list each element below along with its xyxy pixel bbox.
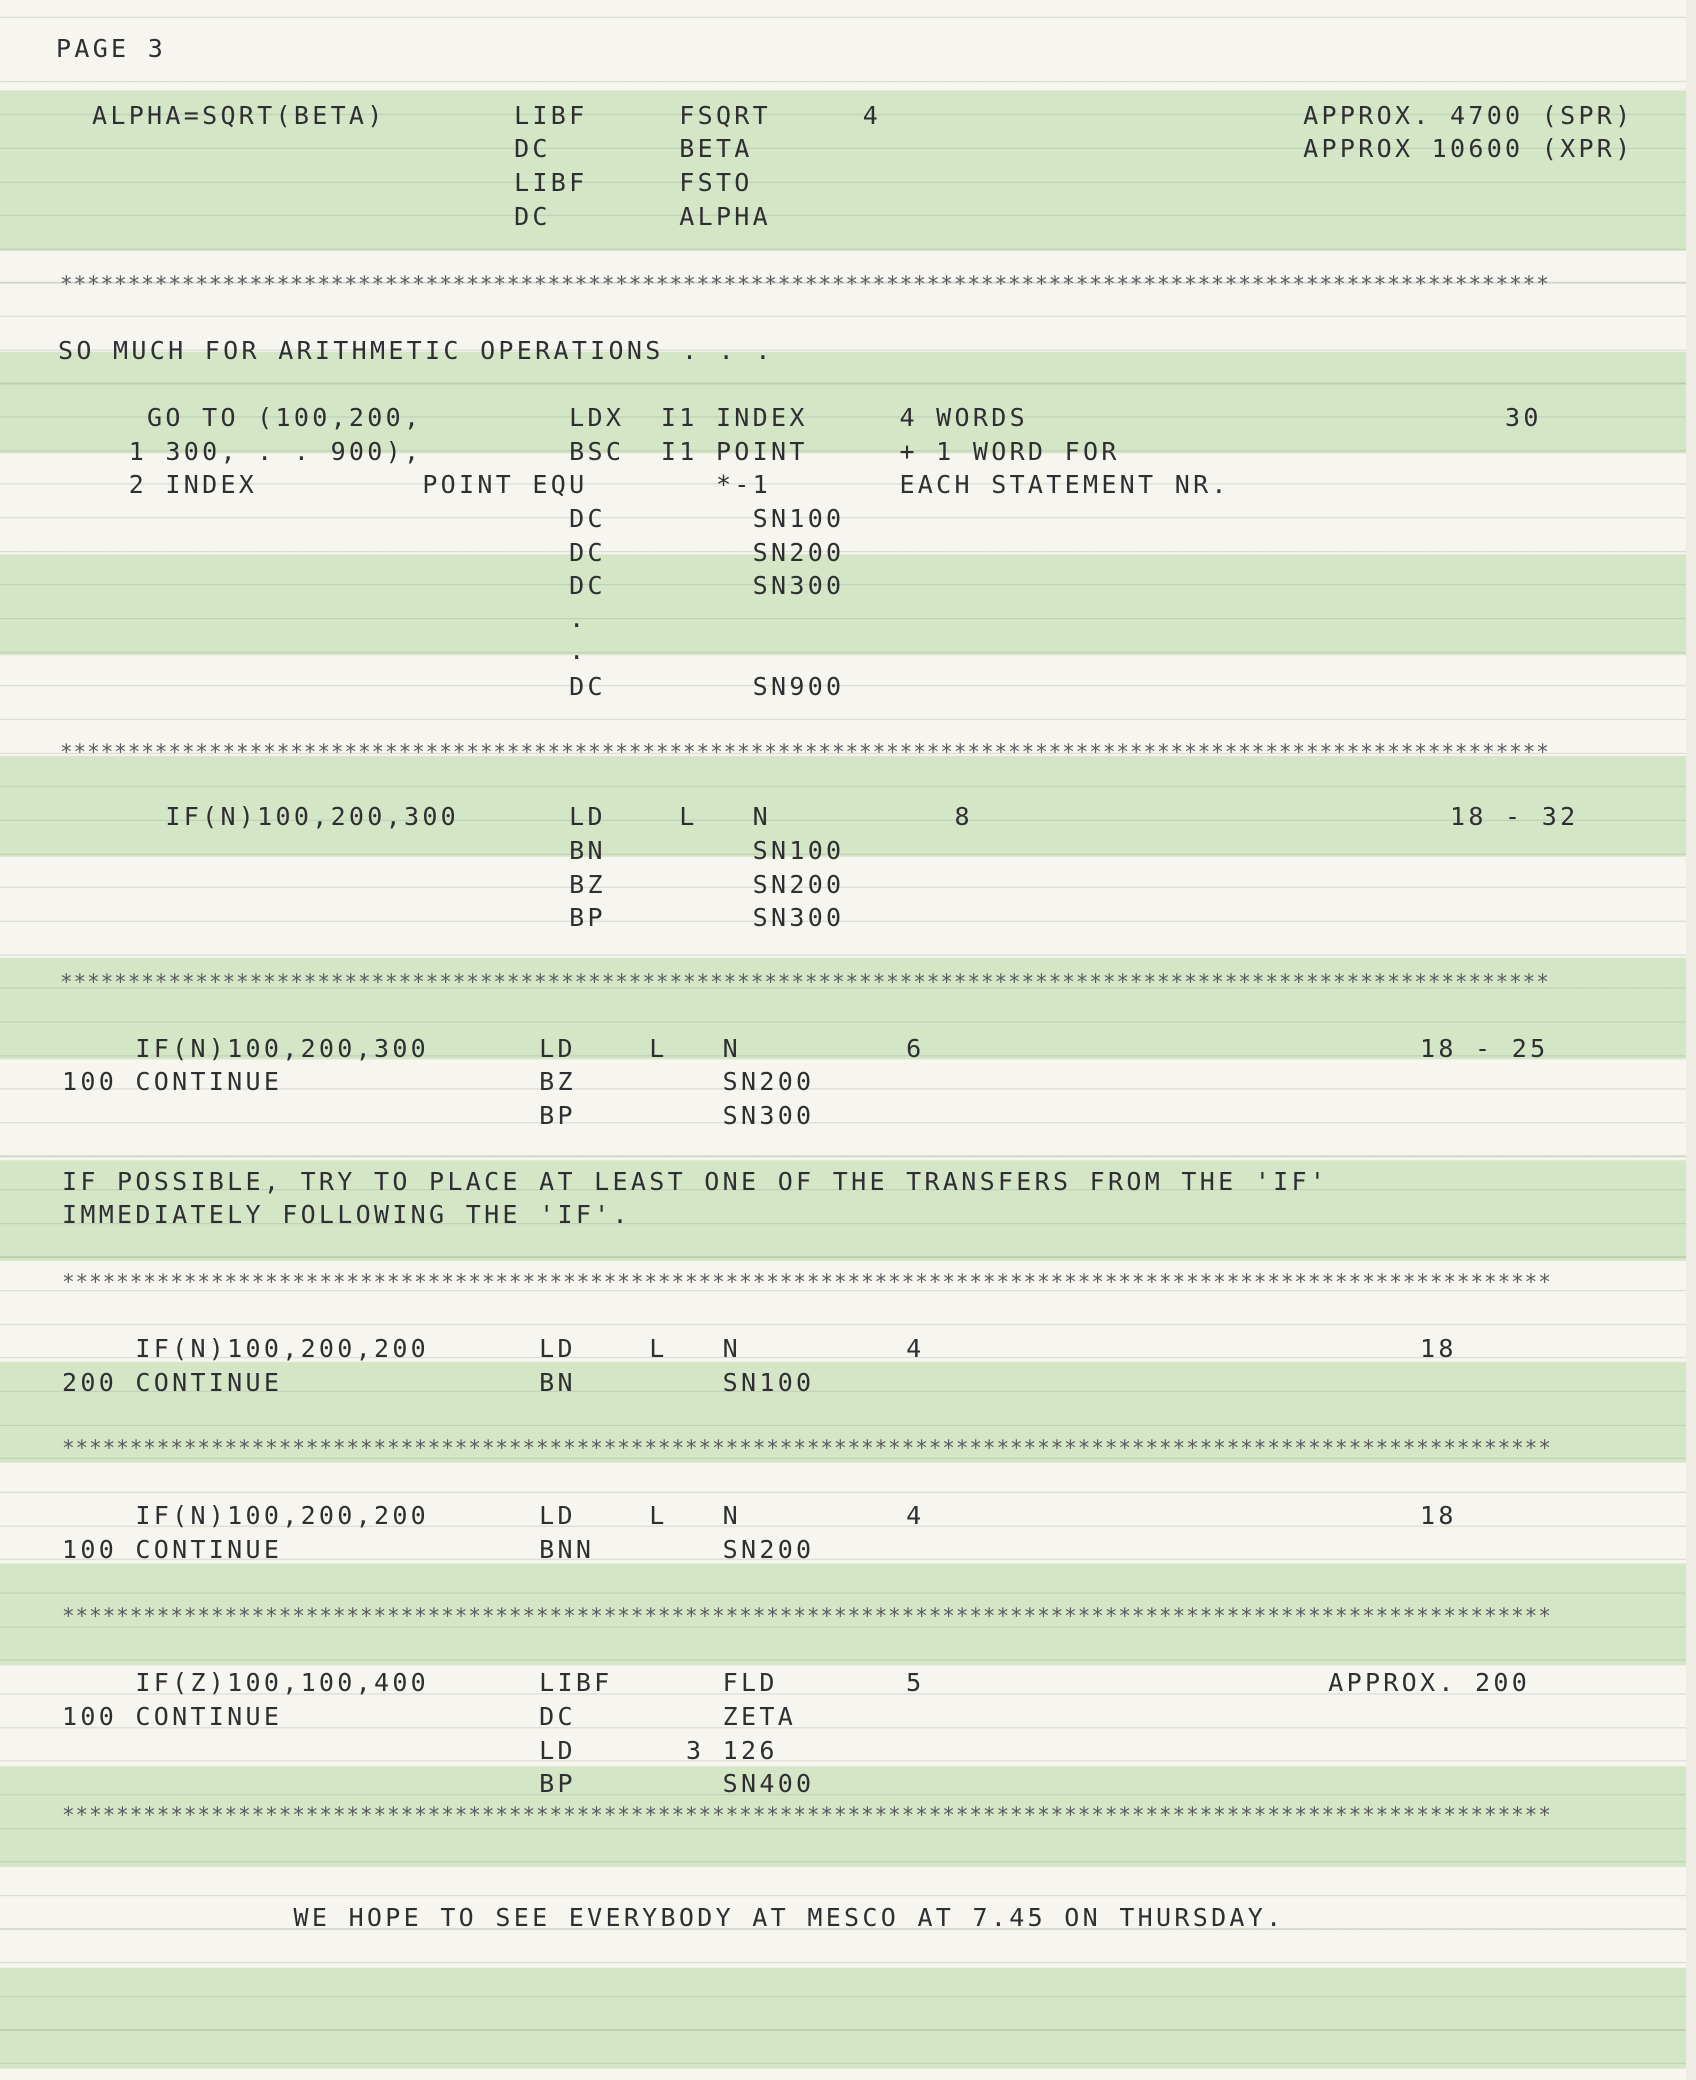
listing-line: DC BETA APPROX 10600 (XPR) bbox=[92, 134, 1634, 163]
listing-line: IF(N)100,200,300 LD L N 6 18 - 25 bbox=[62, 1034, 1549, 1063]
listing-line: ALPHA=SQRT(BETA) LIBF FSQRT 4 APPROX. 4700 (SPR) bbox=[92, 101, 1634, 130]
asterisk-separator: ************************************************************************************************************** bbox=[62, 1270, 1552, 1294]
listing-line: 200 CONTINUE BN SN100 bbox=[62, 1368, 815, 1397]
page-number: PAGE 3 bbox=[56, 34, 167, 63]
listing-line: . bbox=[92, 636, 588, 665]
listing-line: DC SN200 bbox=[92, 538, 845, 567]
listing-line: IF(N)100,200,200 LD L N 4 18 bbox=[62, 1501, 1457, 1530]
asterisk-separator: ************************************************************************************************************** bbox=[60, 740, 1550, 764]
listing-line: 1 300, . . 900), BSC I1 POINT + 1 WORD FOR bbox=[92, 437, 1120, 466]
listing-line: IF(N)100,200,200 LD L N 4 18 bbox=[62, 1334, 1457, 1363]
listing-line: IMMEDIATELY FOLLOWING THE 'IF'. bbox=[62, 1200, 631, 1229]
listing-line: DC SN300 bbox=[92, 571, 845, 600]
listing-line: BZ SN200 bbox=[92, 870, 845, 899]
listing-line: SO MUCH FOR ARITHMETIC OPERATIONS . . . bbox=[58, 336, 774, 365]
listing-line: 100 CONTINUE BZ SN200 bbox=[62, 1067, 815, 1096]
listing-line: 100 CONTINUE BNN SN200 bbox=[62, 1535, 815, 1564]
asterisk-separator: ************************************************************************************************************** bbox=[62, 1803, 1552, 1827]
listing-line: 2 INDEX POINT EQU *-1 EACH STATEMENT NR. bbox=[92, 470, 1230, 499]
listing-line: IF(N)100,200,300 LD L N 8 18 - 32 bbox=[92, 802, 1579, 831]
listing-line: DC SN100 bbox=[92, 504, 845, 533]
listing-line: LD 3 126 bbox=[62, 1736, 778, 1765]
listing-line: BP SN300 bbox=[62, 1101, 815, 1130]
listing-line: DC SN900 bbox=[92, 672, 845, 701]
listing-line: LIBF FSTO bbox=[92, 168, 753, 197]
listing-line: 100 CONTINUE DC ZETA bbox=[62, 1702, 797, 1731]
asterisk-separator: ************************************************************************************************************** bbox=[60, 970, 1550, 994]
listing-line: BP SN300 bbox=[92, 903, 845, 932]
asterisk-separator: ************************************************************************************************************** bbox=[62, 1436, 1552, 1460]
listing-line: IF POSSIBLE, TRY TO PLACE AT LEAST ONE OF THE TRANSFERS FROM THE 'IF' bbox=[62, 1167, 1329, 1196]
listing-line: IF(Z)100,100,400 LIBF FLD 5 APPROX. 200 bbox=[62, 1668, 1531, 1697]
closing-note: WE HOPE TO SEE EVERYBODY AT MESCO AT 7.45 ON THURSDAY. bbox=[110, 1903, 1285, 1932]
listing-line: DC ALPHA bbox=[92, 202, 771, 231]
listing-line: . bbox=[92, 604, 588, 633]
asterisk-separator: ************************************************************************************************************** bbox=[62, 1604, 1552, 1628]
listing-line: GO TO (100,200, LDX I1 INDEX 4 WORDS 30 bbox=[92, 403, 1542, 432]
listing-line: BN SN100 bbox=[92, 836, 845, 865]
asterisk-separator: ************************************************************************************************************** bbox=[60, 272, 1550, 296]
paper-edge bbox=[1686, 0, 1696, 2080]
listing-line: BP SN400 bbox=[62, 1769, 815, 1798]
